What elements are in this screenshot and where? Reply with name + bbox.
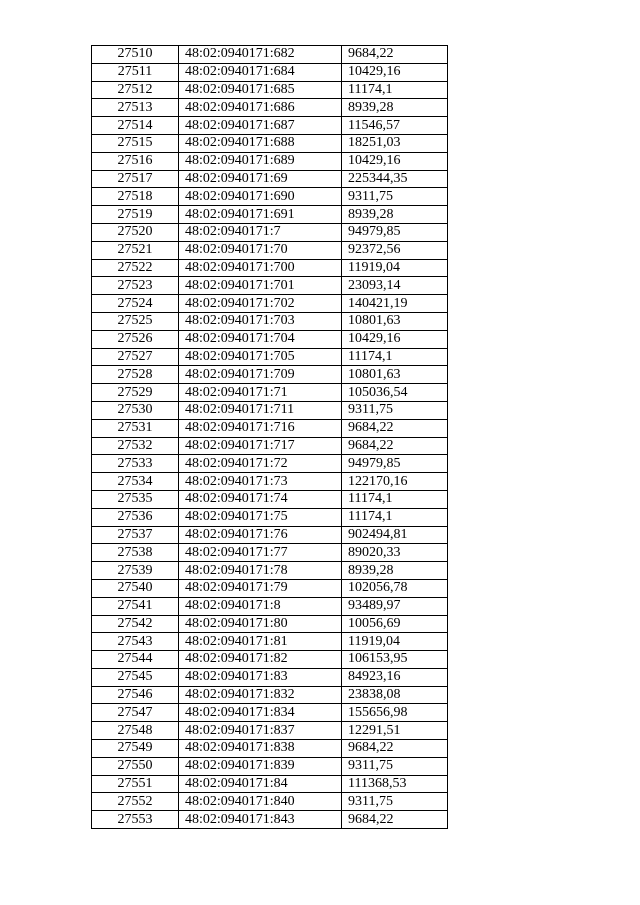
row-number-cell: 27534 — [92, 473, 179, 491]
row-number-cell: 27535 — [92, 490, 179, 508]
row-number-cell: 27524 — [92, 295, 179, 313]
table-row — [92, 312, 448, 330]
row-number-cell: 27538 — [92, 544, 179, 562]
table-row — [92, 188, 448, 206]
table-row — [92, 99, 448, 117]
row-number-cell: 27531 — [92, 419, 179, 437]
cadastral-number-cell: 48:02:0940171:837 — [179, 722, 342, 740]
table-row — [92, 46, 448, 64]
table-row — [92, 277, 448, 295]
cadastral-number-cell: 48:02:0940171:687 — [179, 117, 342, 135]
row-number-cell: 27514 — [92, 117, 179, 135]
value-cell: 93489,97 — [342, 597, 448, 615]
table-row — [92, 775, 448, 793]
row-number-cell: 27541 — [92, 597, 179, 615]
row-number-cell: 27542 — [92, 615, 179, 633]
value-cell: 11919,04 — [342, 633, 448, 651]
row-number-cell: 27532 — [92, 437, 179, 455]
cadastral-number-cell: 48:02:0940171:72 — [179, 455, 342, 473]
table-row — [92, 793, 448, 811]
table-row — [92, 597, 448, 615]
value-cell: 105036,54 — [342, 384, 448, 402]
value-cell: 10801,63 — [342, 366, 448, 384]
row-number-cell: 27547 — [92, 704, 179, 722]
value-cell: 9311,75 — [342, 793, 448, 811]
row-number-cell: 27516 — [92, 152, 179, 170]
value-cell: 94979,85 — [342, 223, 448, 241]
table-row — [92, 259, 448, 277]
table-row — [92, 366, 448, 384]
cadastral-number-cell: 48:02:0940171:689 — [179, 152, 342, 170]
row-number-cell: 27544 — [92, 651, 179, 669]
row-number-cell: 27512 — [92, 81, 179, 99]
table-row — [92, 740, 448, 758]
cadastral-number-cell: 48:02:0940171:77 — [179, 544, 342, 562]
row-number-cell: 27522 — [92, 259, 179, 277]
table-row — [92, 348, 448, 366]
value-cell: 92372,56 — [342, 241, 448, 259]
table-row — [92, 170, 448, 188]
cadastral-number-cell: 48:02:0940171:705 — [179, 348, 342, 366]
cadastral-number-cell: 48:02:0940171:834 — [179, 704, 342, 722]
value-cell: 111368,53 — [342, 775, 448, 793]
table-row — [92, 615, 448, 633]
table-row — [92, 811, 448, 829]
row-number-cell: 27520 — [92, 223, 179, 241]
cadastral-number-cell: 48:02:0940171:716 — [179, 419, 342, 437]
row-number-cell: 27548 — [92, 722, 179, 740]
value-cell: 9684,22 — [342, 740, 448, 758]
row-number-cell: 27530 — [92, 401, 179, 419]
table-row — [92, 384, 448, 402]
row-number-cell: 27523 — [92, 277, 179, 295]
table-row — [92, 117, 448, 135]
value-cell: 106153,95 — [342, 651, 448, 669]
cadastral-number-cell: 48:02:0940171:70 — [179, 241, 342, 259]
cadastral-number-cell: 48:02:0940171:71 — [179, 384, 342, 402]
table-row — [92, 152, 448, 170]
cadastral-number-cell: 48:02:0940171:690 — [179, 188, 342, 206]
value-cell: 10801,63 — [342, 312, 448, 330]
value-cell: 9311,75 — [342, 188, 448, 206]
table-row — [92, 633, 448, 651]
value-cell: 94979,85 — [342, 455, 448, 473]
table-row — [92, 81, 448, 99]
cadastral-number-cell: 48:02:0940171:709 — [179, 366, 342, 384]
row-number-cell: 27545 — [92, 668, 179, 686]
value-cell: 9684,22 — [342, 46, 448, 64]
row-number-cell: 27518 — [92, 188, 179, 206]
cadastral-number-cell: 48:02:0940171:8 — [179, 597, 342, 615]
value-cell: 23838,08 — [342, 686, 448, 704]
row-number-cell: 27513 — [92, 99, 179, 117]
cadastral-number-cell: 48:02:0940171:82 — [179, 651, 342, 669]
table-body — [92, 46, 448, 829]
value-cell: 89020,33 — [342, 544, 448, 562]
row-number-cell: 27552 — [92, 793, 179, 811]
row-number-cell: 27521 — [92, 241, 179, 259]
value-cell: 122170,16 — [342, 473, 448, 491]
value-cell: 225344,35 — [342, 170, 448, 188]
cadastral-number-cell: 48:02:0940171:76 — [179, 526, 342, 544]
value-cell: 10056,69 — [342, 615, 448, 633]
row-number-cell: 27546 — [92, 686, 179, 704]
table-row — [92, 668, 448, 686]
row-number-cell: 27527 — [92, 348, 179, 366]
cadastral-number-cell: 48:02:0940171:69 — [179, 170, 342, 188]
row-number-cell: 27536 — [92, 508, 179, 526]
cadastral-number-cell: 48:02:0940171:75 — [179, 508, 342, 526]
cadastral-number-cell: 48:02:0940171:840 — [179, 793, 342, 811]
value-cell: 18251,03 — [342, 134, 448, 152]
table-row — [92, 419, 448, 437]
cadastral-number-cell: 48:02:0940171:7 — [179, 223, 342, 241]
cadastral-number-cell: 48:02:0940171:686 — [179, 99, 342, 117]
value-cell: 902494,81 — [342, 526, 448, 544]
value-cell: 11174,1 — [342, 81, 448, 99]
cadastral-number-cell: 48:02:0940171:717 — [179, 437, 342, 455]
cadastral-number-cell: 48:02:0940171:74 — [179, 490, 342, 508]
cadastral-number-cell: 48:02:0940171:83 — [179, 668, 342, 686]
row-number-cell: 27510 — [92, 46, 179, 64]
value-cell: 11919,04 — [342, 259, 448, 277]
table-row — [92, 562, 448, 580]
value-cell: 23093,14 — [342, 277, 448, 295]
table-row — [92, 241, 448, 259]
row-number-cell: 27526 — [92, 330, 179, 348]
value-cell: 11174,1 — [342, 508, 448, 526]
row-number-cell: 27529 — [92, 384, 179, 402]
cadastral-number-cell: 48:02:0940171:682 — [179, 46, 342, 64]
cadastral-number-cell: 48:02:0940171:688 — [179, 134, 342, 152]
table-row — [92, 722, 448, 740]
row-number-cell: 27543 — [92, 633, 179, 651]
table-row — [92, 490, 448, 508]
table-row — [92, 437, 448, 455]
row-number-cell: 27540 — [92, 579, 179, 597]
value-cell: 102056,78 — [342, 579, 448, 597]
value-cell: 8939,28 — [342, 562, 448, 580]
value-cell: 12291,51 — [342, 722, 448, 740]
cadastral-number-cell: 48:02:0940171:704 — [179, 330, 342, 348]
cadastral-number-cell: 48:02:0940171:685 — [179, 81, 342, 99]
row-number-cell: 27528 — [92, 366, 179, 384]
table-row — [92, 526, 448, 544]
value-cell: 11174,1 — [342, 348, 448, 366]
value-cell: 8939,28 — [342, 99, 448, 117]
value-cell: 155656,98 — [342, 704, 448, 722]
cadastral-number-cell: 48:02:0940171:843 — [179, 811, 342, 829]
value-cell: 9684,22 — [342, 437, 448, 455]
table-row — [92, 63, 448, 81]
value-cell: 140421,19 — [342, 295, 448, 313]
cadastral-number-cell: 48:02:0940171:80 — [179, 615, 342, 633]
table-row — [92, 651, 448, 669]
row-number-cell: 27525 — [92, 312, 179, 330]
table-row — [92, 206, 448, 224]
table-row — [92, 544, 448, 562]
table-row — [92, 686, 448, 704]
value-cell: 8939,28 — [342, 206, 448, 224]
cadastral-number-cell: 48:02:0940171:84 — [179, 775, 342, 793]
value-cell: 9311,75 — [342, 757, 448, 775]
cadastral-value-table — [91, 45, 448, 829]
table-row — [92, 579, 448, 597]
cadastral-number-cell: 48:02:0940171:684 — [179, 63, 342, 81]
row-number-cell: 27553 — [92, 811, 179, 829]
table-row — [92, 295, 448, 313]
table-row — [92, 473, 448, 491]
row-number-cell: 27511 — [92, 63, 179, 81]
table-row — [92, 330, 448, 348]
value-cell: 10429,16 — [342, 330, 448, 348]
row-number-cell: 27517 — [92, 170, 179, 188]
cadastral-number-cell: 48:02:0940171:839 — [179, 757, 342, 775]
value-cell: 84923,16 — [342, 668, 448, 686]
value-cell: 9684,22 — [342, 419, 448, 437]
row-number-cell: 27551 — [92, 775, 179, 793]
cadastral-number-cell: 48:02:0940171:701 — [179, 277, 342, 295]
cadastral-number-cell: 48:02:0940171:73 — [179, 473, 342, 491]
cadastral-number-cell: 48:02:0940171:81 — [179, 633, 342, 651]
cadastral-number-cell: 48:02:0940171:711 — [179, 401, 342, 419]
row-number-cell: 27519 — [92, 206, 179, 224]
cadastral-number-cell: 48:02:0940171:702 — [179, 295, 342, 313]
value-cell: 11174,1 — [342, 490, 448, 508]
row-number-cell: 27515 — [92, 134, 179, 152]
cadastral-number-cell: 48:02:0940171:691 — [179, 206, 342, 224]
value-cell: 11546,57 — [342, 117, 448, 135]
table-row — [92, 134, 448, 152]
cadastral-number-cell: 48:02:0940171:78 — [179, 562, 342, 580]
row-number-cell: 27533 — [92, 455, 179, 473]
row-number-cell: 27539 — [92, 562, 179, 580]
row-number-cell: 27537 — [92, 526, 179, 544]
row-number-cell: 27549 — [92, 740, 179, 758]
row-number-cell: 27550 — [92, 757, 179, 775]
value-cell: 10429,16 — [342, 152, 448, 170]
value-cell: 9684,22 — [342, 811, 448, 829]
table-row — [92, 401, 448, 419]
table-row — [92, 508, 448, 526]
table-row — [92, 455, 448, 473]
value-cell: 9311,75 — [342, 401, 448, 419]
table-row — [92, 757, 448, 775]
value-cell: 10429,16 — [342, 63, 448, 81]
cadastral-number-cell: 48:02:0940171:703 — [179, 312, 342, 330]
cadastral-number-cell: 48:02:0940171:832 — [179, 686, 342, 704]
cadastral-number-cell: 48:02:0940171:79 — [179, 579, 342, 597]
cadastral-number-cell: 48:02:0940171:838 — [179, 740, 342, 758]
table-row — [92, 223, 448, 241]
cadastral-number-cell: 48:02:0940171:700 — [179, 259, 342, 277]
table-row — [92, 704, 448, 722]
